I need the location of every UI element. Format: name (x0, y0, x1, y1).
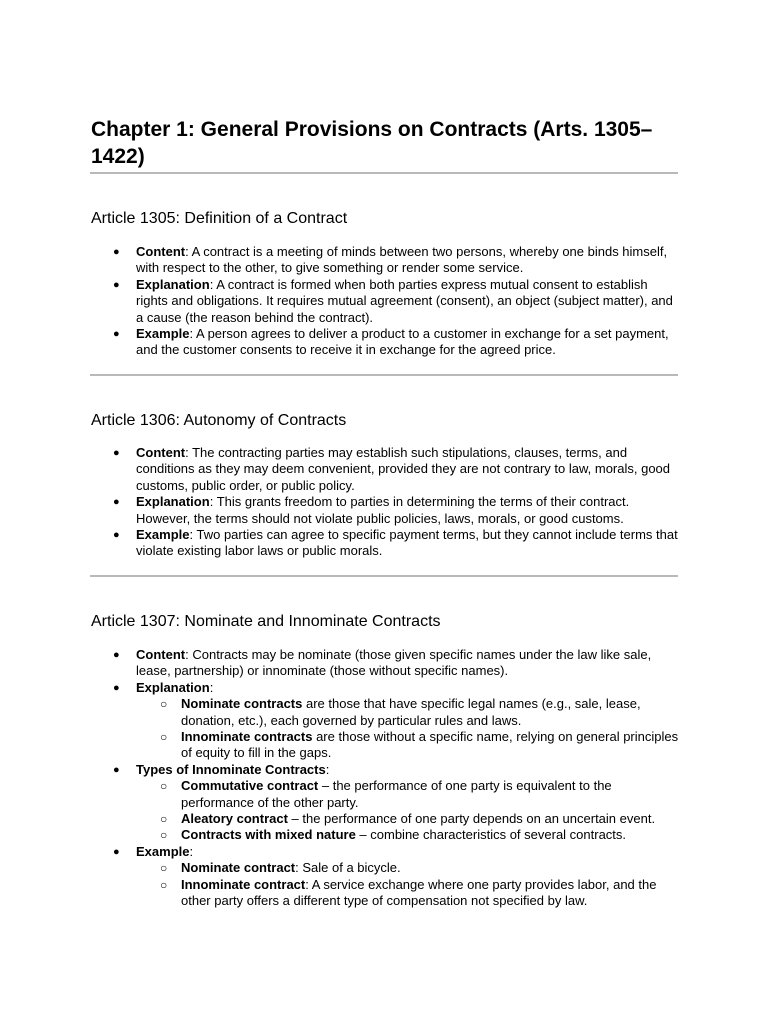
item-text: Contracts may be nominate (those given specific names under the law like sale, lease, partnership) or innominate (those without specific names). (136, 647, 652, 679)
list-item (91, 844, 681, 910)
article-item-list (91, 647, 681, 910)
item-separator: : (185, 647, 193, 662)
hollow-bullet-icon: ○ (160, 861, 168, 876)
list-item (91, 494, 681, 527)
article-title: Article 1307: Nominate and Innominate Contracts (91, 613, 441, 630)
list-item (91, 445, 681, 494)
bullet-icon: ● (113, 447, 120, 459)
sub-item-label: Contracts with mixed nature (181, 827, 356, 843)
bullet-icon: ● (113, 649, 120, 661)
item-text: A person agrees to deliver a product to a customer in exchange for a set payment, and the customer consents to receive it in exchange for the agreed price. (136, 326, 669, 358)
sub-list-item (136, 811, 681, 827)
hollow-bullet-icon: ○ (160, 828, 168, 843)
divider (90, 374, 678, 376)
sub-list (136, 778, 681, 844)
list-item (91, 326, 681, 359)
item-label: Explanation (136, 679, 210, 695)
bullet-icon: ● (113, 845, 120, 858)
sub-list-item (136, 729, 681, 762)
sub-item-label: Innominate contracts (181, 729, 313, 745)
sub-item-label: Commutative contract (181, 778, 319, 794)
bullet-icon: ● (113, 681, 120, 694)
hollow-bullet-icon: ○ (160, 877, 168, 892)
item-separator: : (185, 445, 193, 460)
item-separator: : (209, 494, 217, 510)
hollow-bullet-icon: ○ (160, 779, 168, 794)
item-separator: : (189, 527, 197, 543)
item-separator: : (189, 326, 196, 342)
bullet-icon: ● (113, 328, 120, 341)
item-separator: : (209, 276, 217, 292)
bullet-icon: ● (113, 529, 120, 542)
sub-item-text: – the performance of one party depends on an uncertain event. (287, 811, 656, 827)
item-text: A contract is a meeting of minds between two persons, whereby one binds himself, with respect to the other, to give something or render some service. (136, 244, 668, 276)
sub-list-item (136, 778, 681, 811)
hollow-bullet-icon: ○ (160, 812, 168, 827)
item-separator: : (189, 843, 194, 859)
list-item (91, 680, 681, 762)
article-item-list (91, 445, 681, 560)
item-label: Content (136, 445, 186, 460)
sub-item-label: Nominate contracts (181, 696, 303, 712)
list-item (91, 527, 681, 560)
item-label: Example (136, 326, 190, 342)
bullet-icon: ● (113, 496, 120, 509)
sub-item-text: – the performance of one party is equivalent to the performance of the other party. (181, 778, 612, 810)
sub-item-text: are those that have specific legal names (e.g., sale, lease, donation, etc.), each governed by particular rules and laws. (181, 696, 641, 728)
bullet-icon: ● (113, 246, 120, 258)
sub-list-item (136, 860, 681, 876)
item-label: Explanation (136, 276, 210, 292)
item-label: Content (136, 244, 186, 259)
list-item (91, 277, 681, 326)
sub-list (136, 696, 681, 762)
item-label: Example (136, 843, 190, 859)
sub-list (136, 860, 681, 909)
divider (90, 575, 678, 577)
list-item (91, 244, 681, 277)
sub-list-item (136, 827, 681, 843)
article-title: Article 1306: Autonomy of Contracts (91, 412, 347, 429)
sub-item-text: – combine characteristics of several contracts. (355, 827, 627, 843)
item-label: Example (136, 527, 190, 543)
bullet-icon: ● (113, 278, 120, 291)
item-separator: : (185, 244, 192, 259)
item-separator: : (325, 761, 330, 777)
chapter-title: Chapter 1: General Provisions on Contracts (Arts. 1305–1422) (91, 118, 653, 168)
sub-item-text: are those without a specific name, relying on general principles of equity to fill in the gaps. (181, 729, 679, 761)
sub-list-item (136, 877, 681, 910)
item-text: The contracting parties may establish such stipulations, clauses, terms, and conditions as they may deem convenient, provided they are not contrary to law, morals, good customs, public order, or public policy. (136, 445, 671, 493)
article-title: Article 1305: Definition of a Contract (91, 210, 348, 227)
item-label: Types of Innominate Contracts (136, 761, 326, 777)
list-item (91, 647, 681, 680)
item-text: Two parties can agree to specific payment terms, but they cannot include terms that violate existing labor laws or public morals. (136, 527, 678, 559)
list-item (91, 762, 681, 844)
sub-item-label: Aleatory contract (181, 811, 288, 827)
hollow-bullet-icon: ○ (160, 697, 168, 712)
hollow-bullet-icon: ○ (160, 730, 168, 745)
sub-item-label: Nominate contract (181, 860, 296, 876)
sub-item-text: : Sale of a bicycle. (295, 860, 401, 876)
sub-list-item (136, 696, 681, 729)
item-text: This grants freedom to parties in determining the terms of their contract. However, the terms should not violate public policies, laws, morals, or good customs. (136, 494, 630, 526)
article-item-list (91, 244, 681, 359)
sub-item-text: : A service exchange where one party provides labor, and the other party offers a different type of compensation not specified by law. (181, 876, 657, 909)
item-label: Content (136, 647, 186, 662)
item-separator: : (209, 679, 214, 695)
sub-item-label: Innominate contract (181, 876, 306, 892)
bullet-icon: ● (113, 763, 120, 776)
divider (90, 172, 678, 174)
item-label: Explanation (136, 494, 210, 510)
item-text: A contract is formed when both parties express mutual consent to establish rights and obligations. It requires mutual agreement (consent), an object (subject matter), and a cause (the reason behind the contract). (136, 276, 673, 325)
